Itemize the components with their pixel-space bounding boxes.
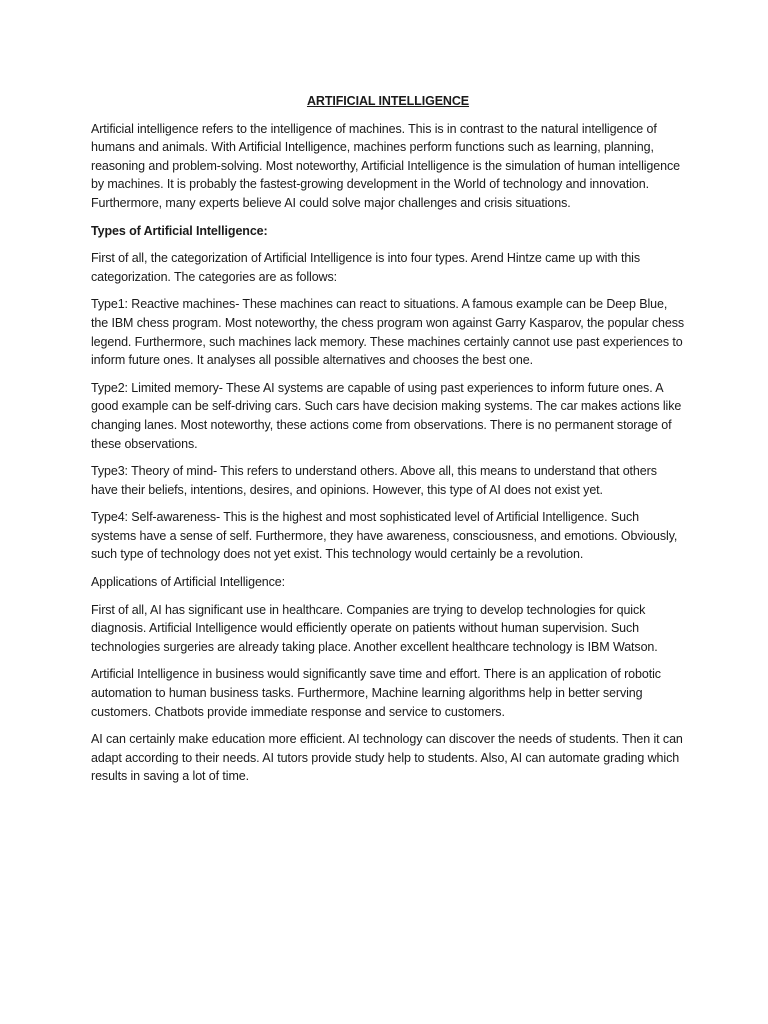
applications-heading: Applications of Artificial Intelligence:: [91, 575, 286, 590]
document-body: [91, 92, 685, 795]
education-paragraph: AI can certainly make education more efficient. AI technology can discover the needs of students. Then it can adapt according to their needs. AI tutors provide study help to students. Also, AI can automate grading which results in saving a lot of time.: [91, 732, 683, 784]
intro-paragraph: Artificial intelligence refers to the intelligence of machines. This is in contrast to the natural intelligence of humans and animals. With Artificial Intelligence, machines perform functions such as learning, planning, reasoning and problem-solving. Most noteworthy, Artificial Intelligence is the simulation of human intelligence by machines. It is probably the fastest-growing development in the World of technology and innovation. Furthermore, many experts believe AI could solve major challenges and crisis situations.: [91, 121, 680, 210]
document-title: ARTIFICIAL INTELLIGENCE: [306, 94, 470, 108]
business-paragraph: Artificial Intelligence in business would significantly save time and effort. There is an application of robotic automation to human business tasks. Furthermore, Machine learning algorithms help in better serving customers. Chatbots provide immediate response and service to customers.: [91, 667, 661, 719]
types-intro-paragraph: First of all, the categorization of Artificial Intelligence is into four types. Arend Hintze came up with this categorization. The categories are as follows:: [91, 251, 640, 284]
type2-paragraph: Type2: Limited memory- These AI systems are capable of using past experiences to inform future ones. A good example can be self-driving cars. Such cars have decision making systems. The car makes actions like changing lanes. Most noteworthy, these actions come from observations. There is no permanent storage of these observations.: [91, 380, 682, 451]
type1-paragraph: Type1: Reactive machines- These machines can react to situations. A famous example can be Deep Blue, the IBM chess program. Most noteworthy, the chess program won against Garry Kasparov, the popular chess legend. Furthermore, such machines lack memory. These machines certainly cannot use past experiences to inform future ones. It analyses all possible alternatives and chooses the best one.: [91, 297, 684, 368]
healthcare-paragraph: First of all, AI has significant use in healthcare. Companies are trying to develop technologies for quick diagnosis. Artificial Intelligence would efficiently operate on patients without human supervision. Such technologies surgeries are already taking place. Another excellent healthcare technology is IBM Watson.: [91, 602, 658, 654]
type3-paragraph: Type3: Theory of mind- This refers to understand others. Above all, this means to understand that others have their beliefs, intentions, desires, and opinions. However, this type of AI does not exist yet.: [91, 464, 657, 497]
type4-paragraph: Type4: Self-awareness- This is the highest and most sophisticated level of Artificial Intelligence. Such systems have a sense of self. Furthermore, they have awareness, consciousness, and emotions. Obviously, such type of technology does not yet exist. This technology would certainly be a revolution.: [91, 510, 678, 562]
types-heading: Types of Artificial Intelligence:: [91, 223, 268, 238]
